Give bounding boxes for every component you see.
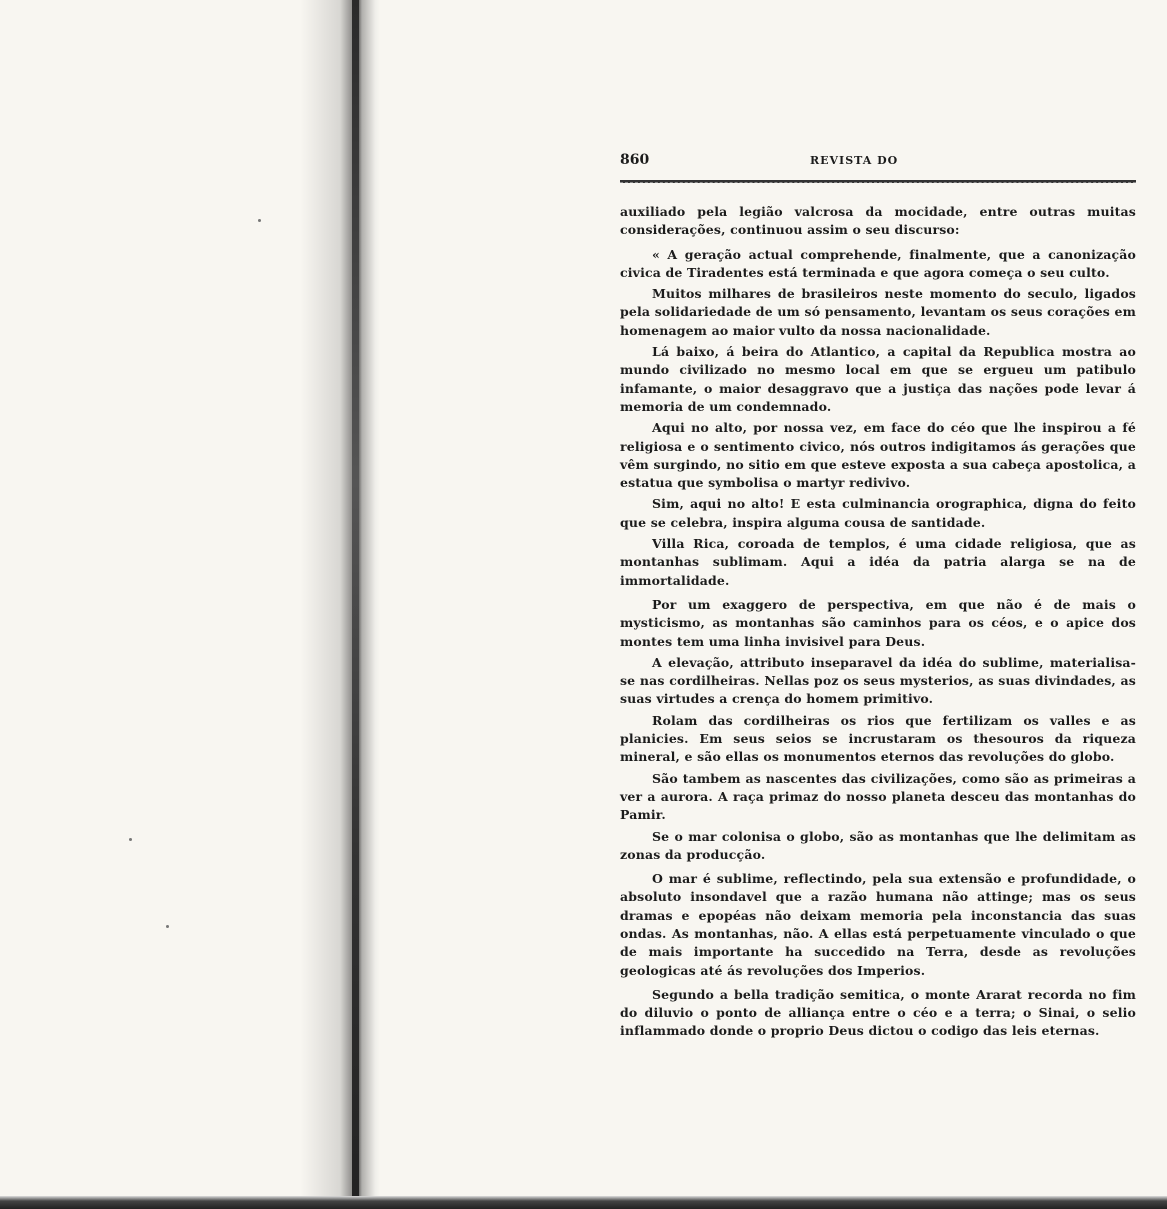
- paragraph: O mar é sublime, reflectindo, pela sua extensão e profundidade, o absoluto insondavel que a razão humana não attinge; mas os seus dramas e epopéas não deixam memoria pela inconstancia das suas ondas. As montanhas, não. A ellas está perpetuamente vinculado o que de mais importante ha succedido na Terra, desde as revoluções geologicas até ás revoluções dos Imperios.: [620, 871, 1136, 978]
- binding-shadow: [300, 0, 380, 1209]
- binding-gutter: [352, 0, 359, 1209]
- dust-speck: [129, 838, 132, 841]
- dust-speck: [166, 925, 169, 928]
- paragraph: Villa Rica, coroada de templos, é uma cidade religiosa, que as montanhas sublimam. Aqui a idéa da patria alarga se na de immortalidade.: [620, 536, 1136, 588]
- paragraph: Se o mar colonisa o globo, são as montanhas que lhe delimitam as zonas da producção.: [620, 828, 1136, 862]
- page-content: [620, 152, 1136, 1044]
- paragraph: Sim, aqui no alto! E esta culminancia orographica, digna do feito que se celebra, inspira alguma cousa de santidade.: [620, 496, 1136, 530]
- paragraph: A elevação, attributo inseparavel da idéa do sublime, materialisa-se nas cordilheiras. Nellas poz os seus mysterios, as suas divindades, as suas virtudes a crença do homem primitivo.: [620, 654, 1136, 707]
- paragraph: São tambem as nascentes das civilizações, como são as primeiras a ver a aurora. A raça primaz do nosso planeta desceu das montanhas do Pamir.: [620, 770, 1136, 823]
- page-number: 860: [620, 152, 650, 168]
- page-bottom-edge: [0, 1196, 1167, 1209]
- paragraph: Rolam das cordilheiras os rios que fertilizam os valles e as planicies. Em seus seios se incrustaram os thesouros da riqueza mineral, e são ellas os monumentos eternos das revoluções do globo.: [620, 712, 1136, 765]
- paragraph: Por um exaggero de perspectiva, em que não é de mais o mysticismo, as montanhas são caminhos para os céos, e o apice dos montes tem uma linha invisivel para Deus.: [620, 596, 1136, 649]
- paragraph: auxiliado pela legião valcrosa da mocidade, entre outras muitas considerações, continuou assim o seu discurso:: [620, 204, 1136, 238]
- paragraph: Aqui no alto, por nossa vez, em face do céo que lhe inspirou a fé religiosa e o sentimento civico, nós outros indigitamos ás gerações que vêm surgindo, no sitio em que esteve exposta a sua cabeça apostolica, a estatua que symbolisa o martyr redivivo.: [620, 420, 1136, 491]
- page-header: [620, 152, 1136, 178]
- running-head: REVISTA DO: [810, 154, 899, 167]
- paragraph: « A geração actual comprehende, finalmente, que a canonização civica de Tiradentes está terminada e que agora começa o seu culto.: [620, 246, 1136, 280]
- header-rule: [620, 180, 1136, 183]
- paragraph: Lá baixo, á beira do Atlantico, a capital da Republica mostra ao mundo civilizado no mesmo local em que se ergueu um patibulo infamante, o maior desaggravo que a justiça das nações pode levar á memoria de um condemnado.: [620, 344, 1136, 414]
- dust-speck: [258, 219, 261, 222]
- paragraph: Muitos milhares de brasileiros neste momento do seculo, ligados pela solidariedade de um só pensamento, levantam os seus corações em homenagem ao maior vulto da nossa nacionalidade.: [620, 286, 1136, 338]
- paragraph: Segundo a bella tradição semitica, o monte Ararat recorda no fim do diluvio o ponto de alliança entre o céo e a terra; o Sinai, o selio inflammado donde o proprio Deus dictou o codigo das leis eternas.: [620, 986, 1136, 1039]
